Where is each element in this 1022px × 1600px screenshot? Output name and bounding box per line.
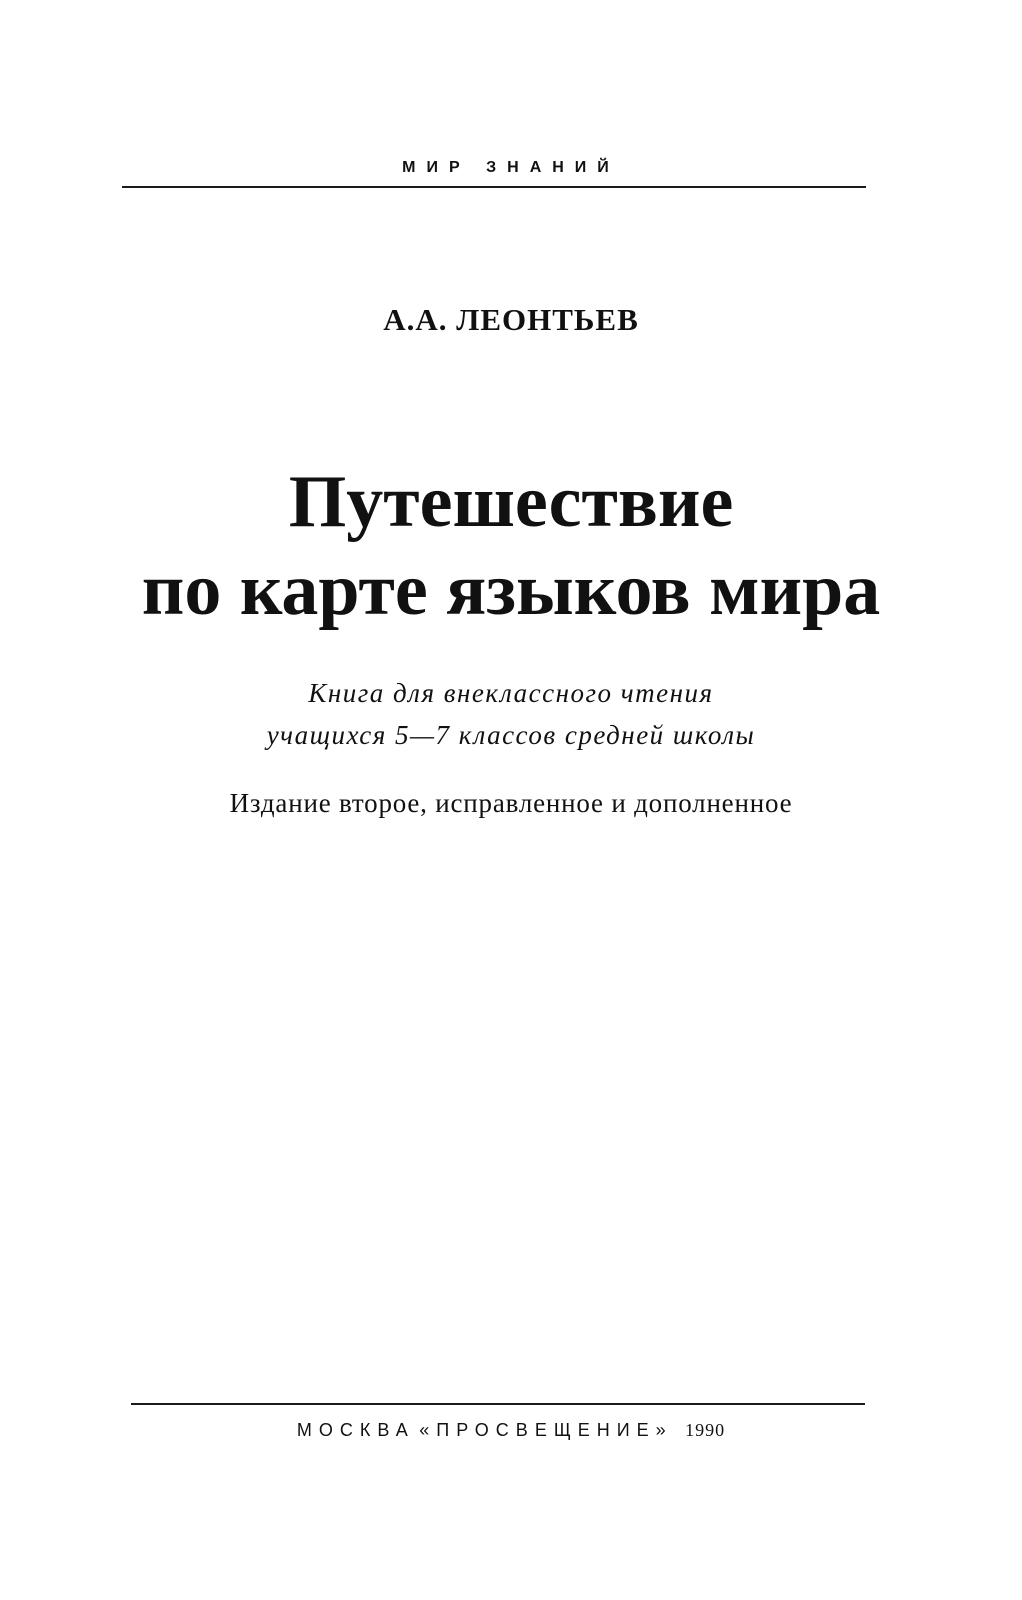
imprint-publisher: «ПРОСВЕЩЕНИЕ»: [419, 1420, 673, 1440]
top-divider: [122, 186, 866, 188]
imprint-year: 1990: [685, 1420, 726, 1440]
bottom-divider: [131, 1403, 865, 1405]
book-title-line-2: по карте языков мира: [141, 549, 881, 631]
imprint-place: МОСКВА: [296, 1420, 415, 1440]
book-subtitle-line-1: Книга для внеклассного чтения: [308, 678, 714, 708]
series-name: МИР ЗНАНИЙ: [402, 159, 620, 176]
book-subtitle-line-2: учащихся 5—7 классов средней школы: [266, 720, 756, 750]
book-subtitle: [0, 672, 1022, 756]
book-title-line-1: Путешествие: [288, 461, 734, 543]
author-name: А.А. ЛЕОНТЬЕВ: [383, 302, 639, 337]
book-title: [0, 458, 1022, 634]
edition-note: Издание второе, исправленное и дополненное: [229, 788, 793, 818]
imprint: [0, 1418, 1022, 1442]
